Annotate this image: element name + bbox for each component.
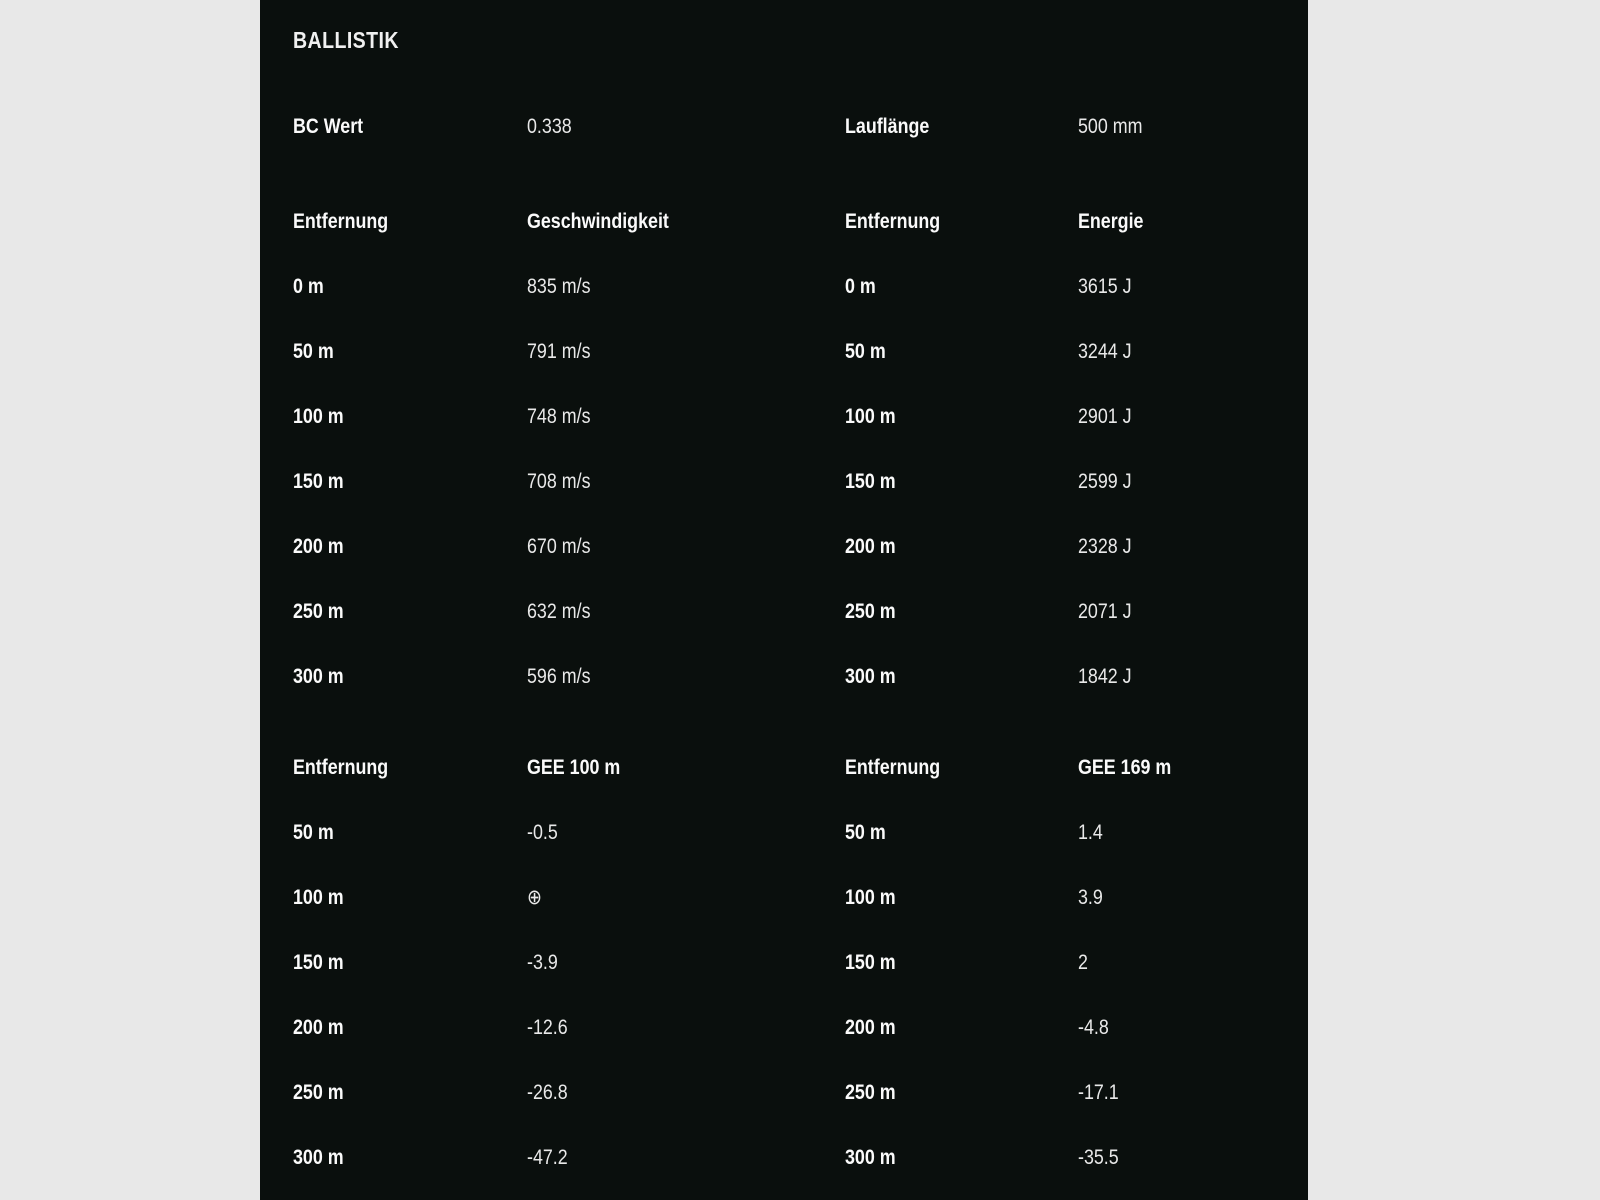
- gee100-cell: -12.6: [527, 1015, 568, 1039]
- gee169-cell: -4.8: [1078, 1015, 1109, 1039]
- table-row: [293, 1125, 1308, 1190]
- table-row: [293, 514, 1308, 579]
- speed-cell: 596 m/s: [527, 664, 591, 688]
- table-row: [293, 865, 1308, 930]
- gee169-cell: 3.9: [1078, 885, 1103, 909]
- table-row: [293, 800, 1308, 865]
- gee100-value-header: GEE 100 m: [527, 755, 621, 779]
- gee169-cell: 2: [1078, 950, 1088, 974]
- lauflaenge-value: 500 mm: [1078, 114, 1143, 138]
- energy-cell: 3244 J: [1078, 339, 1132, 363]
- velocity-energy-tables: [293, 189, 1308, 709]
- energy-cell: 2599 J: [1078, 469, 1132, 493]
- speed-cell: 632 m/s: [527, 599, 591, 623]
- table-row: [293, 384, 1308, 449]
- energy-value-header: Energie: [1078, 209, 1144, 233]
- distance-cell: 100 m: [845, 885, 896, 909]
- gee100-cell: -26.8: [527, 1080, 568, 1104]
- energy-distance-header: Entfernung: [845, 209, 941, 233]
- distance-cell: 200 m: [293, 1015, 344, 1039]
- gee100-distance-header: Entfernung: [293, 755, 389, 779]
- distance-cell: 150 m: [845, 950, 896, 974]
- speed-cell: 835 m/s: [527, 274, 591, 298]
- energy-cell: 3615 J: [1078, 274, 1132, 298]
- distance-cell: 150 m: [293, 469, 344, 493]
- distance-cell: 300 m: [845, 1145, 896, 1169]
- lauflaenge-label: Lauflänge: [845, 114, 930, 138]
- bc-wert-label: BC Wert: [293, 114, 364, 138]
- table-row: [293, 1060, 1308, 1125]
- table-row: [293, 449, 1308, 514]
- distance-cell: 200 m: [293, 534, 344, 558]
- energy-cell: 1842 J: [1078, 664, 1132, 688]
- table-row: [293, 579, 1308, 644]
- energy-cell: 2328 J: [1078, 534, 1132, 558]
- distance-cell: 300 m: [845, 664, 896, 688]
- table-row: [293, 995, 1308, 1060]
- distance-cell: 300 m: [293, 664, 344, 688]
- table-header-row: [293, 735, 1308, 800]
- distance-cell: 200 m: [845, 534, 896, 558]
- table-header-row: [293, 189, 1308, 254]
- gee169-cell: 1.4: [1078, 820, 1103, 844]
- gee169-distance-header: Entfernung: [845, 755, 941, 779]
- table-row: [293, 644, 1308, 709]
- table-row: [293, 930, 1308, 995]
- speed-cell: 748 m/s: [527, 404, 591, 428]
- gee100-cell: -47.2: [527, 1145, 568, 1169]
- speed-cell: 708 m/s: [527, 469, 591, 493]
- gee100-cell: -3.9: [527, 950, 558, 974]
- distance-cell: 0 m: [293, 274, 324, 298]
- page-title: BALLISTIK: [293, 26, 399, 53]
- info-row: [293, 94, 1308, 159]
- distance-cell: 50 m: [293, 339, 334, 363]
- distance-cell: 250 m: [845, 599, 896, 623]
- ballistik-panel: [260, 0, 1308, 1200]
- distance-cell: 150 m: [845, 469, 896, 493]
- distance-cell: 200 m: [845, 1015, 896, 1039]
- distance-cell: 150 m: [293, 950, 344, 974]
- distance-cell: 250 m: [845, 1080, 896, 1104]
- distance-cell: 100 m: [845, 404, 896, 428]
- gee-tables: [293, 735, 1308, 1190]
- gee100-cell: -0.5: [527, 820, 558, 844]
- distance-cell: 250 m: [293, 599, 344, 623]
- speed-cell: 670 m/s: [527, 534, 591, 558]
- gee169-cell: -35.5: [1078, 1145, 1119, 1169]
- energy-cell: 2901 J: [1078, 404, 1132, 428]
- distance-cell: 300 m: [293, 1145, 344, 1169]
- distance-cell: 50 m: [845, 339, 886, 363]
- distance-cell: 50 m: [293, 820, 334, 844]
- title-row: [293, 0, 1308, 80]
- zero-point-icon: ⊕: [527, 886, 542, 909]
- table-row: [293, 254, 1308, 319]
- distance-cell: 250 m: [293, 1080, 344, 1104]
- distance-cell: 0 m: [845, 274, 876, 298]
- speed-cell: 791 m/s: [527, 339, 591, 363]
- table-row: [293, 319, 1308, 384]
- distance-cell: 100 m: [293, 885, 344, 909]
- energy-cell: 2071 J: [1078, 599, 1132, 623]
- distance-cell: 50 m: [845, 820, 886, 844]
- gee169-value-header: GEE 169 m: [1078, 755, 1172, 779]
- gee169-cell: -17.1: [1078, 1080, 1119, 1104]
- velocity-distance-header: Entfernung: [293, 209, 389, 233]
- bc-wert-value: 0.338: [527, 114, 572, 138]
- velocity-value-header: Geschwindigkeit: [527, 209, 669, 233]
- distance-cell: 100 m: [293, 404, 344, 428]
